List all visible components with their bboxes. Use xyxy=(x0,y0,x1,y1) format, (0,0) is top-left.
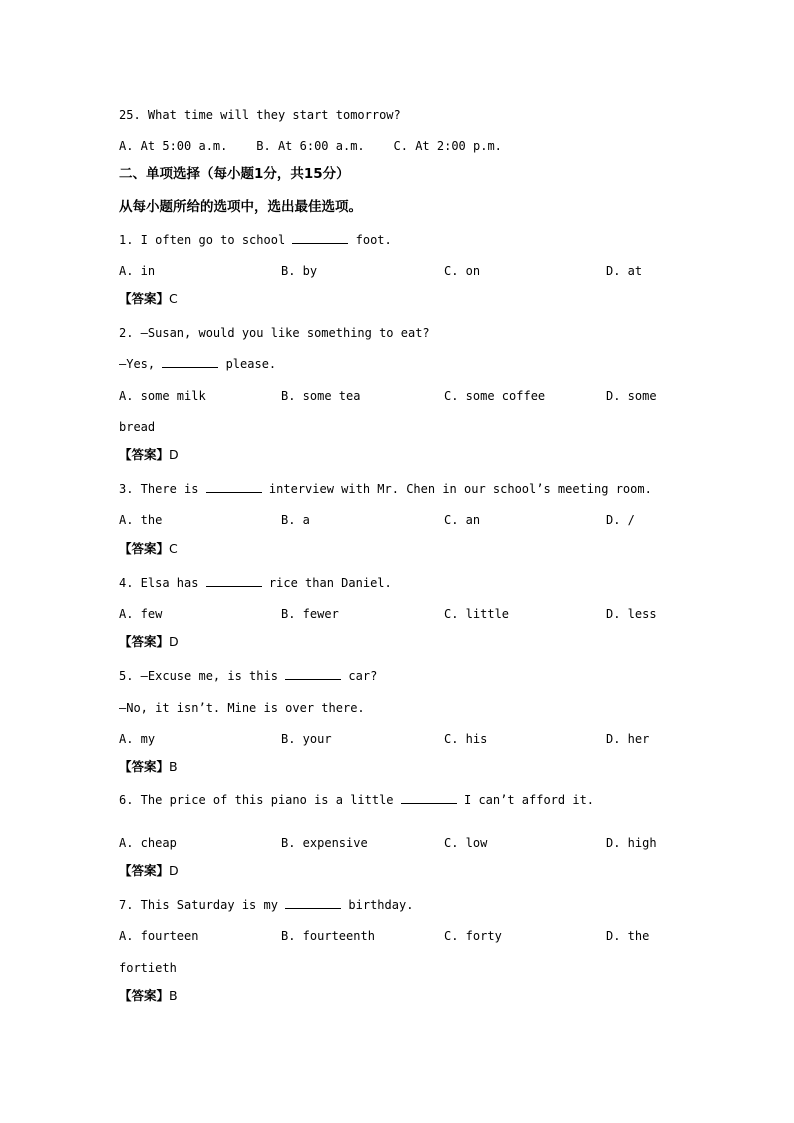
q1-option-c: C. on xyxy=(444,264,481,278)
q2-option-wrap: bread xyxy=(119,420,156,434)
q1-option-d: D. at xyxy=(606,264,643,278)
q4-stem: 4. Elsa has rice than Daniel. xyxy=(119,576,392,590)
q25-options: A. At 5:00 a.m. B. At 6:00 a.m. C. At 2:00 p.m. xyxy=(119,139,502,153)
q4-option-b: B. fewer xyxy=(281,607,339,621)
q4-option-c: C. little xyxy=(444,607,510,621)
answer-blank xyxy=(285,668,341,680)
q5-answer: 【答案】B xyxy=(119,759,178,774)
q25-stem: 25. What time will they start tomorrow? xyxy=(119,108,401,122)
q6-option-a: A. cheap xyxy=(119,836,177,850)
q2-option-c: C. some coffee xyxy=(444,389,546,403)
q6-option-b: B. expensive xyxy=(281,836,368,850)
q5-reply: —No, it isn’t. Mine is over there. xyxy=(119,701,365,715)
q1-option-b: B. by xyxy=(281,264,318,278)
answer-blank xyxy=(162,356,218,368)
q3-option-b: B. a xyxy=(281,513,310,527)
q6-stem: 6. The price of this piano is a little I can’t afford it. xyxy=(119,793,595,807)
section-instruction: 从每小题所给的选项中，选出最佳选项。 xyxy=(119,199,362,215)
q7-stem: 7. This Saturday is my birthday. xyxy=(119,898,414,912)
q2-option-b: B. some tea xyxy=(281,389,361,403)
q3-stem: 3. There is interview with Mr. Chen in our school’s meeting room. xyxy=(119,482,652,496)
q7-option-b: B. fourteenth xyxy=(281,929,375,943)
answer-blank xyxy=(292,232,348,244)
q7-answer: 【答案】B xyxy=(119,988,178,1003)
answer-blank xyxy=(206,575,262,587)
q6-option-c: C. low xyxy=(444,836,488,850)
q6-answer: 【答案】D xyxy=(119,863,179,878)
q4-option-a: A. few xyxy=(119,607,163,621)
q2-option-a: A. some milk xyxy=(119,389,206,403)
q7-option-wrap: fortieth xyxy=(119,961,177,975)
q3-option-a: A. the xyxy=(119,513,163,527)
q5-stem: 5. —Excuse me, is this car? xyxy=(119,669,378,683)
answer-blank xyxy=(206,481,262,493)
section-title: 二、单项选择（每小题1分，共15分） xyxy=(119,166,350,182)
q7-option-d: D. the xyxy=(606,929,650,943)
q2-option-d: D. some xyxy=(606,389,657,403)
q2-stem: —Yes, please. xyxy=(119,357,277,371)
q3-option-c: C. an xyxy=(444,513,481,527)
q3-answer: 【答案】C xyxy=(119,541,178,556)
answer-blank xyxy=(401,792,457,804)
answer-blank xyxy=(285,897,341,909)
q2-answer: 【答案】D xyxy=(119,447,179,462)
q7-option-a: A. fourteen xyxy=(119,929,199,943)
q5-option-a: A. my xyxy=(119,732,156,746)
q7-option-c: C. forty xyxy=(444,929,502,943)
q5-option-d: D. her xyxy=(606,732,650,746)
q6-option-d: D. high xyxy=(606,836,657,850)
q1-stem: 1. I often go to school foot. xyxy=(119,233,392,247)
q5-option-c: C. his xyxy=(444,732,488,746)
q2-dialogue: 2. —Susan, would you like something to eat? xyxy=(119,326,430,340)
q3-option-d: D. / xyxy=(606,513,635,527)
q5-option-b: B. your xyxy=(281,732,332,746)
q1-option-a: A. in xyxy=(119,264,156,278)
q1-answer: 【答案】C xyxy=(119,291,178,306)
q4-option-d: D. less xyxy=(606,607,657,621)
q4-answer: 【答案】D xyxy=(119,634,179,649)
